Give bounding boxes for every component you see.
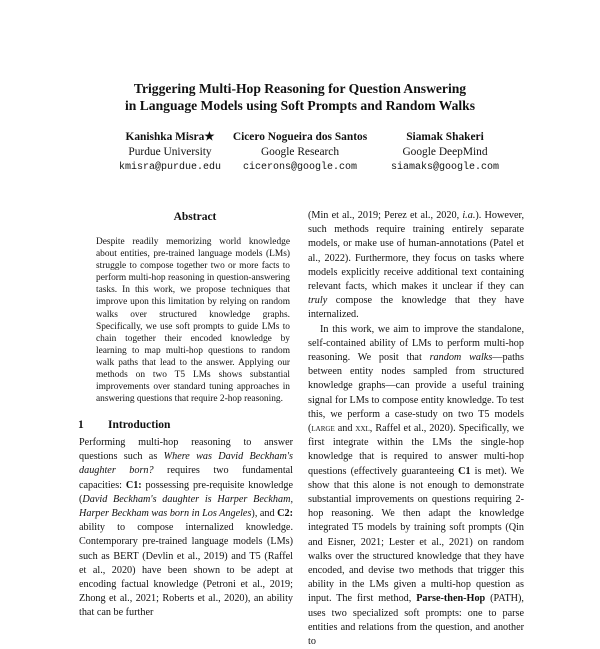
author-name: Kanishka Misra★ [125, 131, 215, 143]
intro-paragraph: (Min et al., 2019; Perez et al., 2020, i.a.). However, such methods require training entirely separate models, or make use of human-annotations (Patel et al., 2022). Furthermore, they focus on tasks where models explicitly receive additional text containing relevant facts, which makes it unclear if they can truly compose the knowledge that they have internalized. [308, 210, 524, 321]
section-title: Introduction [108, 419, 171, 431]
star-mark: ★ [204, 131, 215, 143]
abstract-heading: Abstract [173, 211, 217, 223]
title-line-2: in Language Models using Soft Prompts and Random Walks [125, 98, 475, 113]
author-email: kmisra@purdue.edu [118, 162, 222, 173]
author-affiliation: Purdue University [128, 146, 212, 158]
section-number: 1 [78, 419, 84, 431]
author-email: cicerons@google.com [242, 162, 358, 173]
author-block-1 [95, 130, 245, 175]
section-heading [78, 419, 170, 431]
author-block-3 [370, 130, 520, 175]
author-block-2 [225, 130, 375, 175]
author-email: siamaks@google.com [390, 162, 500, 173]
abstract-body: Despite readily memorizing world knowledge about entities, pre-trained language models (LMs) struggle to compose together two or more facts to perform multi-hop reasoning in question-answering tasks. In this work, we propose techniques that improve upon this limitation by relying on random walks over structured knowledge graphs. Specifically, we use soft prompts to guide LMs to chain together their encoded knowledge by learning to map multi-hop questions to random walk paths that lead to the answer. Applying our methods on two T5 LMs shows substantial improvements over standard tuning approaches in answering questions that require 2-hop reasoning. [96, 237, 290, 405]
intro-paragraph: Performing multi-hop reasoning to answer questions such as Where was David Beckham's daughter born? requires two fundamental capacities: C1: possessing pre-requisite knowledge (David Beckham's daughter is Harper Beckham, Harper Beckham was born in Los Angeles), and C2: ability to compose internalized knowledge. Contemporary pre-trained language models (LMs) such as BERT (Devlin et al., 2019) and T5 (Raffel et al., 2020) have been shown to be adept at encoding factual knowledge (Petroni et al., 2019; Zhong et al., 2021; Roberts et al., 2020), an ability that can be further [79, 437, 294, 619]
title-line-1: Triggering Multi-Hop Reasoning for Question Answering [133, 81, 467, 96]
author-name: Cicero Nogueira dos Santos [232, 131, 368, 143]
paper-title [50, 80, 550, 114]
intro-right-column [308, 209, 524, 649]
intro-left-column [79, 436, 293, 621]
author-name: Siamak Shakeri [406, 131, 484, 143]
author-affiliation: Google Research [260, 146, 340, 158]
intro-paragraph: In this work, we aim to improve the standalone, self-contained ability of LMs to perform multi-hop reasoning. We posit that random walks—paths between entity nodes sampled from structured knowledge graphs—can provide a useful training signal for LMs to compose entity knowledge. To test this, we perform a case-study on two T5 models (large and xxl, Raffel et al., 2020). Specifically, we first integrate within the LMs the single-hop knowledge that is required to answer multi-hop questions (effectively guaranteeing C1 is met). We show that this alone is not enough to demonstrate substantial improvements on questions requiring 2-hop reasoning. We then adapt the knowledge integrated T5 models by training soft prompts (Qin and Eisner, 2021; Lester et al., 2021) on random walks over the structured knowledge that they have encoded, and devise two methods that trigger this ability in the LMs given a multi-hop question as input. The first method, Parse-then-Hop (PATH), uses two specialized soft prompts: one to parse entities and relations from the question, and another to [308, 323, 524, 648]
author-affiliation: Google DeepMind [402, 146, 488, 158]
